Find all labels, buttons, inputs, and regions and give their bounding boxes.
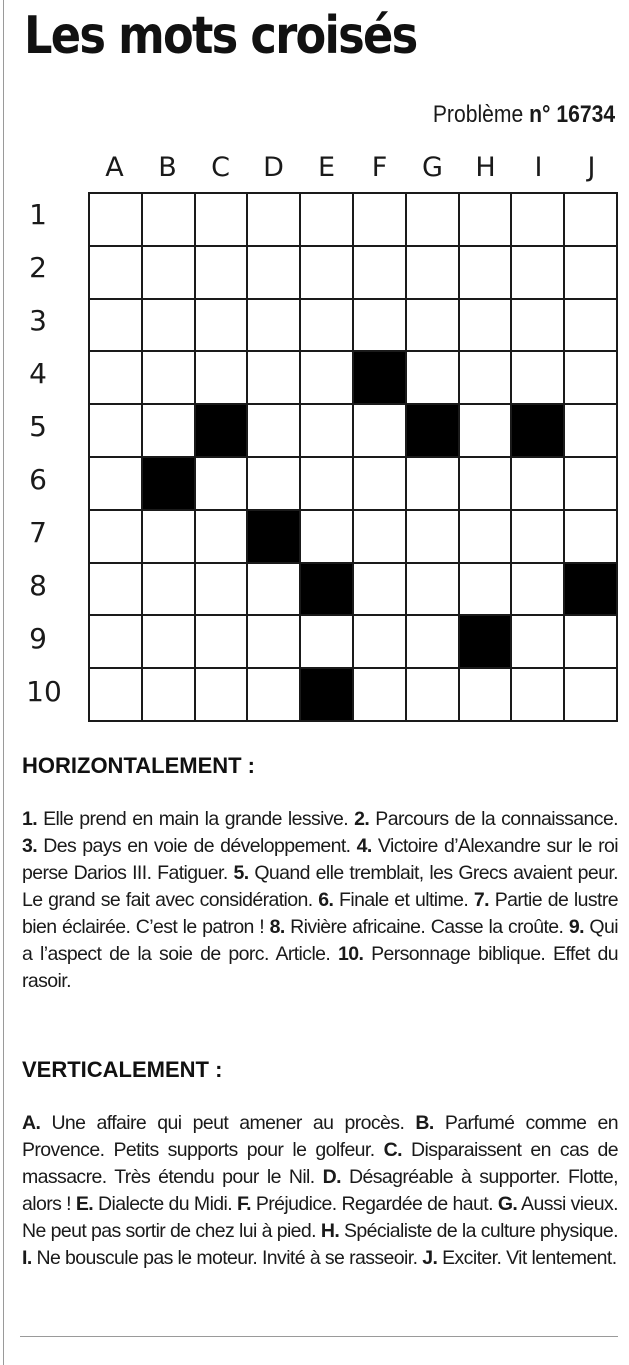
clue-text: Exciter. Vit lentement. (442, 1247, 617, 1269)
problem-number-value: 16734 (556, 101, 615, 128)
grid-cell[interactable] (248, 352, 299, 403)
grid-cell[interactable] (407, 458, 458, 509)
grid-cell[interactable] (460, 564, 511, 615)
grid-cell[interactable] (512, 458, 563, 509)
grid-cell-black (248, 511, 299, 562)
page-title: Les mots croisés (24, 6, 417, 66)
clue-text: Préjudice. Regardée de haut. (255, 1193, 493, 1215)
clue-text: Ne bouscule pas le moteur. Invité à se rasseoir. (36, 1247, 418, 1269)
clue-number: H. (320, 1220, 340, 1242)
grid-cell[interactable] (565, 247, 616, 298)
row-header: 4 (29, 357, 47, 390)
grid-cell[interactable] (460, 669, 511, 720)
grid-cell[interactable] (354, 458, 405, 509)
clue-number: C. (383, 1139, 402, 1161)
clue-number: 10. (338, 943, 364, 965)
clue-text: Parcours de la connaissance. (375, 808, 619, 830)
clue-number: 8. (269, 916, 285, 938)
grid-cell[interactable] (301, 194, 352, 245)
column-header: D (263, 152, 284, 183)
column-header: C (211, 152, 230, 183)
row-header: 3 (29, 304, 47, 337)
clue-text: Parfumé comme en Provence. Petits supports pour le golfeur. (22, 1112, 618, 1161)
grid-cell[interactable] (460, 458, 511, 509)
grid-cell[interactable] (196, 300, 247, 351)
clue-text: Personnage biblique. Effet du rasoir. (22, 943, 619, 992)
grid-cell[interactable] (196, 352, 247, 403)
column-header: A (105, 152, 124, 183)
clue-number: E. (75, 1193, 94, 1215)
clue-number: 1. (22, 808, 38, 830)
row-header: 8 (29, 569, 47, 602)
grid-cell[interactable] (512, 352, 563, 403)
grid-cell[interactable] (565, 405, 616, 456)
grid-cell[interactable] (248, 669, 299, 720)
grid-cell[interactable] (354, 194, 405, 245)
grid-cell[interactable] (143, 247, 194, 298)
grid-cell[interactable] (407, 300, 458, 351)
problem-prefix: Problème (432, 101, 524, 128)
grid-cell[interactable] (143, 352, 194, 403)
grid-cell[interactable] (301, 616, 352, 667)
clue-text: Aussi vieux. Ne peut pas sortir de chez lui à pied. (22, 1193, 618, 1242)
grid-cell[interactable] (407, 564, 458, 615)
grid-cell[interactable] (90, 458, 141, 509)
clue-number: A. (22, 1112, 41, 1134)
clue-number: 3. (22, 835, 38, 857)
column-header: G (422, 152, 443, 183)
row-header: 2 (29, 251, 47, 284)
grid-cell[interactable] (512, 616, 563, 667)
clue-number: I. (22, 1247, 32, 1269)
grid-cell[interactable] (565, 194, 616, 245)
grid-cell-black (354, 352, 405, 403)
clue-text: Rivière africaine. Casse la croûte. (290, 916, 564, 938)
grid-cell[interactable] (460, 511, 511, 562)
row-header: 5 (29, 410, 47, 443)
clue-number: 7. (473, 889, 489, 911)
column-header: B (158, 152, 177, 183)
grid-cell[interactable] (512, 247, 563, 298)
grid-cell[interactable] (512, 300, 563, 351)
clue-number: F. (236, 1193, 251, 1215)
grid-cell[interactable] (90, 511, 141, 562)
clue-text: Dialecte du Midi. (98, 1193, 233, 1215)
grid-cell[interactable] (196, 511, 247, 562)
grid-cell[interactable] (248, 405, 299, 456)
clue-number: 5. (233, 862, 249, 884)
grid-cell[interactable] (460, 405, 511, 456)
grid-cell-black (196, 405, 247, 456)
clue-text: Quand elle tremblait, les Grecs avaient peur. Le grand se fait avec considération. (22, 862, 618, 911)
grid-cell[interactable] (301, 300, 352, 351)
problem-number (433, 100, 615, 130)
clue-text: Finale et ultime. (339, 889, 469, 911)
column-header: E (317, 152, 336, 183)
clue-number: 2. (354, 808, 370, 830)
grid-cell-black (301, 564, 352, 615)
column-header: I (534, 152, 543, 183)
grid-cell[interactable] (354, 247, 405, 298)
clue-text: Désagréable à supporter. Flotte, alors ! (22, 1166, 618, 1215)
grid-cell[interactable] (143, 616, 194, 667)
clue-text: Spécialiste de la culture physique. (344, 1220, 618, 1242)
clue-number: 6. (318, 889, 334, 911)
grid-cell[interactable] (143, 669, 194, 720)
clue-text: Disparaissent en cas de massacre. Très étendu pour le Nil. (22, 1139, 619, 1188)
grid-cell[interactable] (90, 300, 141, 351)
grid-cell[interactable] (196, 458, 247, 509)
grid-cell[interactable] (407, 616, 458, 667)
grid-cell[interactable] (565, 669, 616, 720)
grid-cell[interactable] (407, 194, 458, 245)
grid-cell[interactable] (301, 247, 352, 298)
grid-cell[interactable] (90, 194, 141, 245)
grid-cell[interactable] (90, 247, 141, 298)
grid-cell[interactable] (407, 669, 458, 720)
grid-cell[interactable] (248, 300, 299, 351)
column-header: H (475, 152, 496, 183)
vertical-clues (22, 1110, 618, 1272)
grid-cell[interactable] (460, 300, 511, 351)
grid-cell[interactable] (512, 564, 563, 615)
column-header: J (587, 152, 596, 183)
grid-cell[interactable] (143, 300, 194, 351)
grid-cell[interactable] (407, 247, 458, 298)
grid-cell[interactable] (301, 352, 352, 403)
clue-number: 9. (568, 916, 584, 938)
vertical-title: VERTICALEMENT : (22, 1057, 223, 1082)
bottom-rule (20, 1336, 618, 1337)
grid-cell[interactable] (248, 194, 299, 245)
grid-cell[interactable] (248, 458, 299, 509)
grid-cell[interactable] (565, 300, 616, 351)
column-header: F (371, 152, 388, 183)
grid-cell[interactable] (354, 564, 405, 615)
clue-number: G. (497, 1193, 518, 1215)
grid-cell[interactable] (407, 511, 458, 562)
grid-cell[interactable] (143, 564, 194, 615)
grid-cell[interactable] (196, 669, 247, 720)
row-header: 9 (29, 622, 47, 655)
grid-cell[interactable] (248, 247, 299, 298)
grid-cell[interactable] (460, 352, 511, 403)
grid-cell[interactable] (90, 405, 141, 456)
row-header: 1 (29, 198, 47, 231)
grid-cell[interactable] (196, 564, 247, 615)
grid-cell[interactable] (301, 458, 352, 509)
grid-cell[interactable] (196, 616, 247, 667)
grid-cell-black (512, 405, 563, 456)
grid-cell[interactable] (354, 616, 405, 667)
grid-cell[interactable] (512, 194, 563, 245)
clue-text: Partie de lustre bien éclairée. C’est le patron ! (22, 889, 618, 938)
grid-cell[interactable] (143, 511, 194, 562)
grid-cell[interactable] (565, 511, 616, 562)
grid-cell-black (460, 616, 511, 667)
row-header: 6 (29, 463, 47, 496)
clue-text: Une affaire qui peut amener au procès. (51, 1112, 405, 1134)
clue-number: J. (422, 1247, 438, 1269)
grid-cell[interactable] (248, 616, 299, 667)
grid-cell[interactable] (90, 352, 141, 403)
grid-cell[interactable] (90, 669, 141, 720)
clue-text: Des pays en voie de développement. (43, 835, 351, 857)
clue-number: D. (322, 1166, 341, 1188)
grid-cell-black (301, 669, 352, 720)
grid-cell[interactable] (565, 616, 616, 667)
horizontal-clues (22, 806, 618, 995)
horizontal-title: HORIZONTALEMENT : (22, 753, 256, 778)
clue-number: B. (415, 1112, 434, 1134)
clue-text: Victoire d’Alexandre sur le roi perse Darios III. Fatiguer. (22, 835, 618, 884)
grid-cell-black (407, 405, 458, 456)
grid-cell[interactable] (354, 511, 405, 562)
row-header: 10 (26, 675, 62, 708)
grid-cell[interactable] (196, 247, 247, 298)
row-header: 7 (29, 516, 47, 549)
grid-cell[interactable] (248, 564, 299, 615)
grid-cell[interactable] (407, 352, 458, 403)
grid-cell[interactable] (354, 405, 405, 456)
grid-cell[interactable] (460, 194, 511, 245)
grid-cell[interactable] (565, 458, 616, 509)
grid-cell[interactable] (143, 405, 194, 456)
grid-cell[interactable] (90, 616, 141, 667)
grid-cell[interactable] (354, 669, 405, 720)
problem-number-label: n° (529, 101, 551, 128)
grid-cell[interactable] (512, 669, 563, 720)
grid-cell[interactable] (90, 564, 141, 615)
grid-cell[interactable] (143, 194, 194, 245)
grid-cell[interactable] (196, 194, 247, 245)
grid-cell[interactable] (354, 300, 405, 351)
clue-text: Elle prend en main la grande lessive. (43, 808, 349, 830)
clue-number: 4. (356, 835, 372, 857)
grid-cell[interactable] (565, 352, 616, 403)
crossword-grid (88, 192, 618, 722)
grid-cell[interactable] (301, 511, 352, 562)
grid-cell[interactable] (512, 511, 563, 562)
grid-cell-black (143, 458, 194, 509)
clue-text: Qui a l’aspect de la soie de porc. Article. (22, 916, 618, 965)
grid-cell[interactable] (301, 405, 352, 456)
grid-cell[interactable] (460, 247, 511, 298)
left-border-rule (3, 0, 4, 1365)
grid-cell-black (565, 564, 616, 615)
